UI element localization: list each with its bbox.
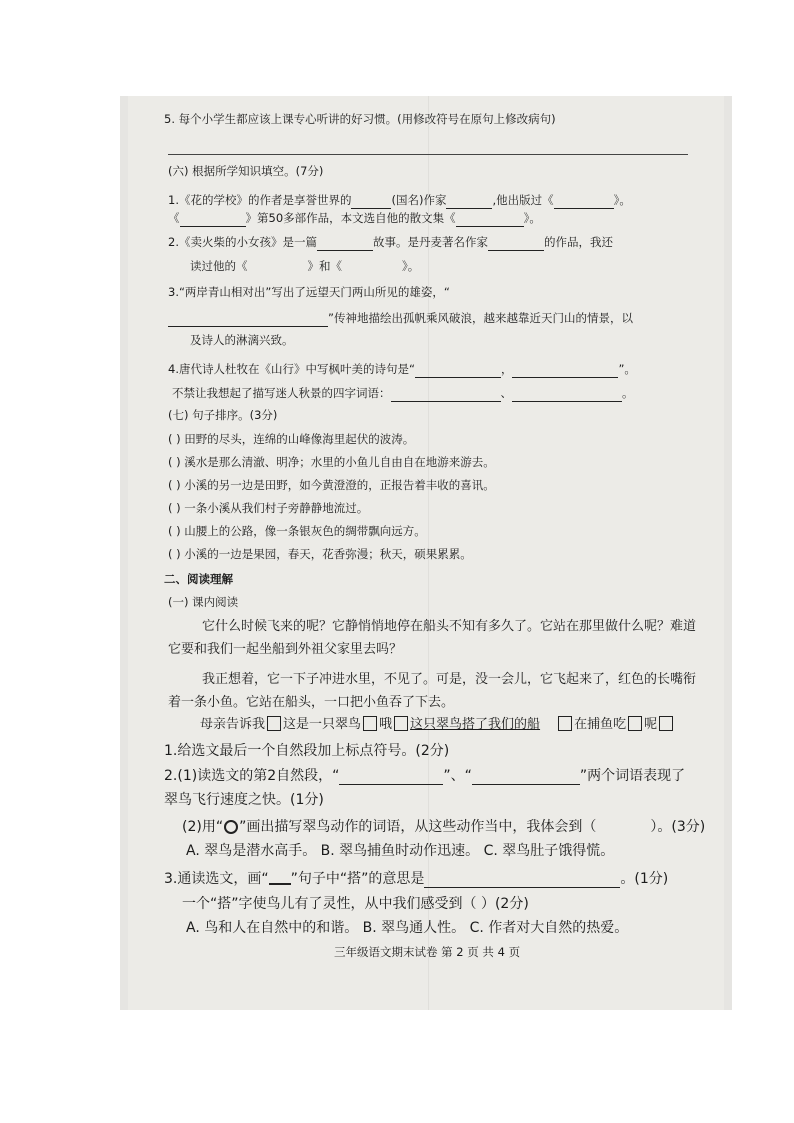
sec7-item-4[interactable]: ( ) 一条小溪从我们村子旁静静地流过。 [168,501,369,515]
sec6-q2-line2: 读过他的《 》和《 》。 [190,259,420,273]
blank-meaning[interactable] [424,873,620,888]
sec6-q2-line1: 2.《卖火柴的小女孩》是一篇 故事。是丹麦著名作家 的作品，我还 [168,235,613,249]
blank-idiom-2[interactable] [512,387,622,402]
blank-author[interactable] [446,194,492,209]
sec6-q1-line2: 《 》第50多部作品，本文选自他的散文集《 》。 [168,211,541,225]
q5-answer-line[interactable] [168,154,688,155]
passage-p2b: 着一条小鱼。它站在船头，一口把小鱼吞了下去。 [168,695,455,710]
blank-danish-author[interactable] [488,236,544,251]
blank-word-1[interactable] [339,770,443,785]
punct-box-4[interactable] [558,716,572,731]
sec7-title: (七) 句子排序。(3分) [168,408,278,422]
photo-frame [120,96,732,1010]
sec6-q3-line1: 3.“两岸青山相对出”写出了远望天门两山所见的雄姿，“ [168,285,450,299]
part2-subtitle: (一) 课内阅读 [168,595,239,609]
sec7-item-5[interactable]: ( ) 山腰上的公路，像一条银灰色的绸带飘向远方。 [168,524,426,538]
passage-p1b: 它要和我们一起坐船到外祖父家里去吗？ [168,642,403,657]
part2-title: 二、阅读理解 [164,572,233,586]
reading-q3-line2: 一个“搭”字使鸟儿有了灵性，从中我们感受到（ ）(2分) [182,896,529,912]
reading-q2-2: (2)用“ ”画出描写翠鸟动作的词语，从这些动作当中，我体会到（ ）。(3分) [182,819,706,835]
sec6-q3-line3: 及诗人的淋漓兴致。 [190,333,294,347]
punct-box-1[interactable] [267,716,281,731]
reading-q3-options[interactable]: A. 鸟和人在自然中的和谐。 B. 翠鸟通人性。 C. 作者对大自然的热爱。 [186,920,629,936]
punct-box-6[interactable] [659,716,673,731]
blank-book2[interactable] [180,212,246,227]
blank-idiom-1[interactable] [391,387,501,402]
reading-q1: 1.给选文最后一个自然段加上标点符号。(2分) [164,743,450,759]
sec6-q3-line2: ”传神地描绘出孤帆乘风破浪，越来越靠近天门山的情景，以 [168,309,633,327]
reading-q2-line2: 翠鸟飞行速度之快。(1分) [164,792,324,808]
blank-country[interactable] [351,194,391,209]
sec6-q4-line1: 4.唐代诗人杜牧在《山行》中写枫叶美的诗句是“ ， ”。 [168,362,636,376]
sec7-item-6[interactable]: ( ) 小溪的一边是果园，春天，花香弥漫；秋天，硕果累累。 [168,547,472,561]
passage-p3: 母亲告诉我 这是一只翠鸟 哦 这只翠鸟搭了我们的船 在捕鱼吃 呢 [200,716,675,734]
punct-box-5[interactable] [628,716,642,731]
blank-poem-1[interactable] [415,363,501,378]
blank-poem-line[interactable] [168,312,328,327]
sec6-title: (六) 根据所学知识填空。(7分) [168,164,324,178]
sec7-item-1[interactable]: ( ) 田野的尽头，连绵的山峰像海里起伏的波涛。 [168,432,415,446]
punct-box-3[interactable] [394,716,408,731]
sec7-item-2[interactable]: ( ) 溪水是那么清澈、明净；水里的小鱼儿自由自在地游来游去。 [168,455,495,469]
reading-q2-options[interactable]: A. 翠鸟是潜水高手。 B. 翠鸟捕鱼时动作迅速。 C. 翠鸟肚子饿得慌。 [186,843,615,859]
sec6-q4-line2: 不禁让我想起了描写迷人秋景的四字词语： 、 。 [172,386,634,400]
underline-mark-icon [269,873,291,885]
page-footer: 三年级语文期末试卷 第 2 页 共 4 页 [334,945,521,959]
reading-q2-line1: 2.(1)读选文的第2自然段，“ ”、“ ”两个词语表现了 [164,768,686,784]
circle-mark-icon [224,820,238,834]
blank-collection[interactable] [456,212,524,227]
blank-word-2[interactable] [472,770,580,785]
reading-q3-line1: 3.通读选文，画“ ”句子中“搭”的意思是 。(1分) [164,871,669,887]
q5-text: 5. 每个小学生都应该上课专心听讲的好习惯。(用修改符号在原句上修改病句) [164,112,556,126]
blank-story-type[interactable] [317,236,373,251]
passage-p2a: 我正想着，它一下子冲进水里，不见了。可是，没一会儿，它飞起来了，红色的长嘴衔 [202,672,697,687]
passage-p1a: 它什么时候飞来的呢？它静悄悄地停在船头不知有多久了。它站在那里做什么呢？难道 [202,619,697,634]
exam-paper [128,96,724,1010]
sec6-q1-line1: 1.《花的学校》的作者是享誉世界的 (国名)作家 ,他出版过《 》。 [168,193,631,207]
punct-box-2[interactable] [363,716,377,731]
blank-poem-2[interactable] [512,363,618,378]
blank-book1[interactable] [554,194,614,209]
sec7-item-3[interactable]: ( ) 小溪的另一边是田野，如今黄澄澄的，正报告着丰收的喜讯。 [168,478,495,492]
